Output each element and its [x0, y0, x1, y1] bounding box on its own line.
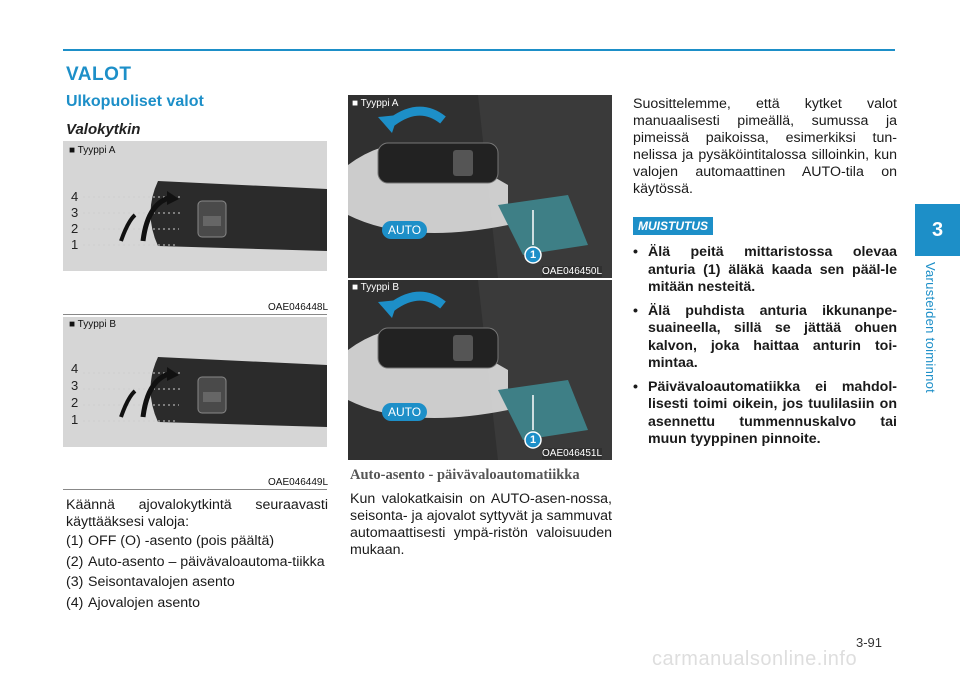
chapter-label: Varusteiden toiminnot: [923, 262, 938, 394]
list-item: • Päivävaloautomatiikka ei mahdol-lisesti toimi oikein, jos tuulilasiin on asennettu tummennuskalvo tai muun tyyppinen pinnoite.: [633, 378, 897, 447]
auto-mode-text: Kun valokatkaisin on AUTO-asen-nossa, seisonta- ja ajovalot syttyvät ja sammuvat automaattisesti ympä-ristön valoisuuden mukaan.: [350, 491, 612, 558]
auto-illustration: [348, 280, 612, 460]
auto-badge: AUTO: [382, 403, 427, 421]
auto-illustration: [348, 95, 612, 278]
figure-code: OAE046448L: [268, 302, 329, 313]
position-number: 3: [71, 378, 79, 393]
list-item: • Älä puhdista anturia ikkunanpe-suaineella, sillä se jättää ohuen kalvon, joka haittaa anturin toi-mintaa.: [633, 302, 897, 371]
position-number: 3: [71, 205, 79, 220]
figure-code: OAE046451L: [542, 448, 603, 459]
figure-type-label: ■ Tyyppi A: [69, 145, 116, 156]
subsubsection-title: Valokytkin: [66, 121, 141, 138]
intro-text: Käännä ajovalokytkintä seuraavasti käyttääksesi valoja:: [66, 497, 328, 530]
figure-type-label: ■ Tyyppi B: [69, 319, 116, 330]
watermark: carmanualsonline.info: [652, 648, 858, 670]
lever-illustration: [63, 141, 327, 271]
note-tag: MUISTUTUS: [633, 217, 713, 235]
sensor-marker: 1: [530, 434, 537, 446]
recommendation-text: Suosittelemme, että kytket valot manuaalisesti pimeällä, sumussa ja pimeissä paikoissa, esimerkiksi tun-nelissa ja pysäköintitalossa silloinkin, kun valojen automaattinen AUTO-tila on käytössä.: [633, 96, 897, 197]
list-item: (4) Ajovalojen asento: [66, 594, 201, 611]
subsection-title: Ulkopuoliset valot: [66, 93, 204, 110]
list-item: (1) OFF (O) -asento (pois päältä): [66, 533, 275, 549]
figure-light-switch-type-a: [63, 141, 327, 271]
note-bullets: [633, 244, 897, 455]
figure-auto-type-a: [348, 95, 612, 278]
figure-divider: [63, 489, 327, 490]
section-title: VALOT: [66, 64, 132, 85]
header-rule: [63, 49, 895, 51]
position-number: 2: [71, 221, 79, 236]
page-number: 3-91: [856, 635, 883, 650]
lever-illustration: [63, 317, 327, 447]
position-number: 1: [71, 412, 79, 427]
sensor-marker: 1: [530, 249, 537, 261]
list-item: (3) Seisontavalojen asento: [66, 574, 235, 590]
list-item: (2) Auto-asento – päivävaloautoma-tiikka: [66, 553, 325, 570]
figure-light-switch-type-b: [63, 317, 327, 447]
figure-divider: [63, 314, 327, 315]
position-list: [66, 533, 328, 615]
figure-code: OAE046449L: [268, 477, 329, 488]
position-number: 4: [71, 361, 79, 376]
position-number: 2: [71, 395, 79, 410]
figure-auto-type-b: [348, 280, 612, 460]
list-item: • Älä peitä mittaristossa olevaa anturia (1) äläkä kaada sen pääl-le mitään nesteitä.: [633, 244, 897, 295]
figure-type-label: ■ Tyyppi B: [352, 282, 399, 293]
auto-badge: AUTO: [382, 221, 427, 239]
position-number: 4: [71, 189, 79, 204]
chapter-tab: 3: [915, 204, 960, 256]
position-number: 1: [71, 237, 79, 252]
figure-code: OAE046450L: [542, 266, 603, 277]
auto-mode-heading: Auto-asento - päivävaloautomatiikka: [350, 467, 580, 483]
figure-type-label: ■ Tyyppi A: [352, 98, 399, 109]
